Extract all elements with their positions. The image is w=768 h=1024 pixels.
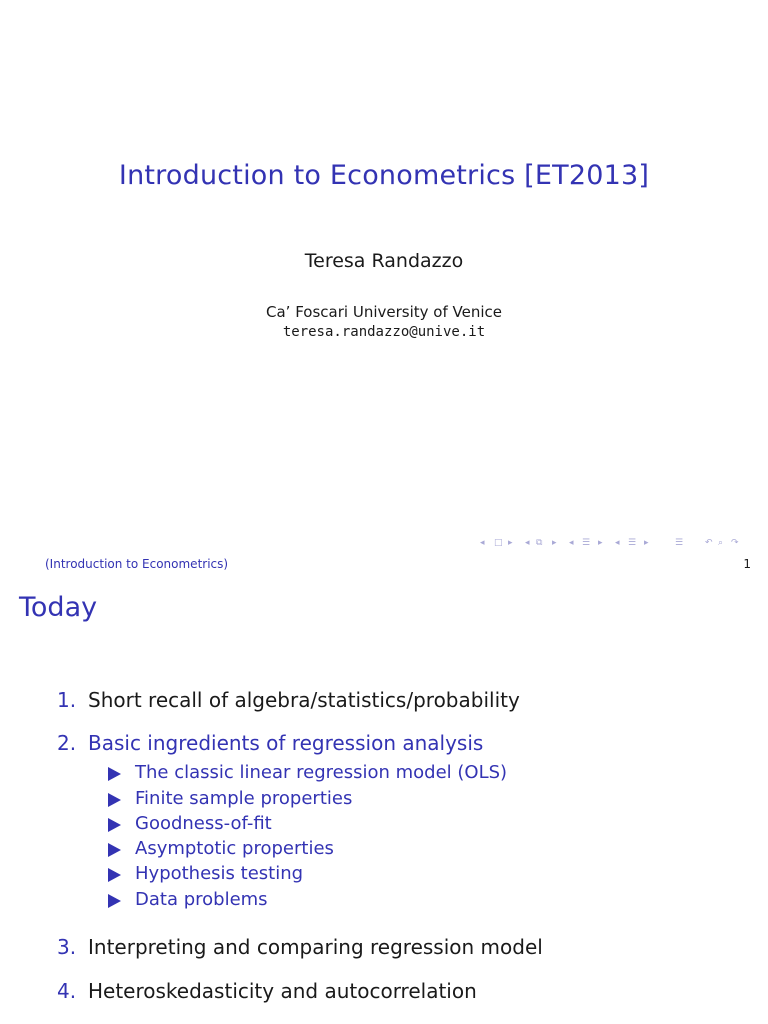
- nav-prev-section-icon[interactable]: ◂: [615, 538, 620, 548]
- nav-align-icon[interactable]: ☰: [675, 538, 684, 548]
- list-item-text: Heteroskedasticity and autocorrelation: [88, 979, 477, 1003]
- list-item-number: 2.: [57, 731, 77, 755]
- nav-next-subsection-icon[interactable]: ▸: [598, 538, 603, 548]
- nav-frames-icon[interactable]: ⧉: [536, 538, 543, 548]
- today-slide: [0, 580, 768, 1024]
- nav-prev-frame-icon[interactable]: ◂: [525, 538, 530, 548]
- sub-list-item-text: Asymptotic properties: [135, 838, 334, 859]
- triangle-bullet-icon: [108, 767, 121, 781]
- nav-prev-subsection-icon[interactable]: ◂: [569, 538, 574, 548]
- sub-list-item-text: The classic linear regression model (OLS): [135, 762, 508, 783]
- sub-list-item-text: Data problems: [135, 889, 268, 910]
- nav-subsection-icon[interactable]: ☰: [582, 538, 591, 548]
- triangle-bullet-icon: [108, 818, 121, 832]
- triangle-bullet-icon: [108, 793, 121, 807]
- beamer-navigation-bar: [480, 538, 760, 552]
- nav-section-icon[interactable]: ☰: [628, 538, 637, 548]
- frame-title: Today: [19, 592, 98, 623]
- list-item-number: 1.: [57, 688, 77, 712]
- sub-list-item-text: Finite sample properties: [135, 788, 353, 809]
- triangle-bullet-icon: [108, 894, 121, 908]
- institute-name: Ca’ Foscari University of Venice: [266, 303, 502, 321]
- nav-forward-icon[interactable]: ↷: [731, 538, 739, 548]
- nav-frame-icon[interactable]: □: [494, 538, 503, 548]
- list-item-number: 4.: [57, 979, 77, 1003]
- list-item-text: Interpreting and comparing regression model: [88, 935, 543, 959]
- nav-search-icon[interactable]: ⌕: [718, 538, 724, 548]
- nav-prev-slide-icon[interactable]: ◂: [480, 538, 485, 548]
- nav-next-frame-icon[interactable]: ▸: [552, 538, 557, 548]
- footer-title: (Introduction to Econometrics): [45, 557, 229, 571]
- author-email[interactable]: teresa.randazzo@unive.it: [282, 324, 486, 340]
- sub-list-item-text: Hypothesis testing: [135, 863, 304, 884]
- sub-list-item-text: Goodness-of-fit: [135, 813, 272, 834]
- presentation-title: Introduction to Econometrics [ET2013]: [118, 160, 650, 191]
- triangle-bullet-icon: [108, 868, 121, 882]
- nav-back-icon[interactable]: ↶: [705, 538, 713, 548]
- nav-next-slide-icon[interactable]: ▸: [508, 538, 513, 548]
- page-number: 1: [743, 557, 751, 571]
- nav-next-section-icon[interactable]: ▸: [644, 538, 649, 548]
- author-name: Teresa Randazzo: [304, 250, 464, 272]
- list-item-text: Short recall of algebra/statistics/probability: [88, 688, 520, 712]
- triangle-bullet-icon: [108, 843, 121, 857]
- list-item-text: Basic ingredients of regression analysis: [88, 731, 484, 755]
- list-item-number: 3.: [57, 935, 77, 959]
